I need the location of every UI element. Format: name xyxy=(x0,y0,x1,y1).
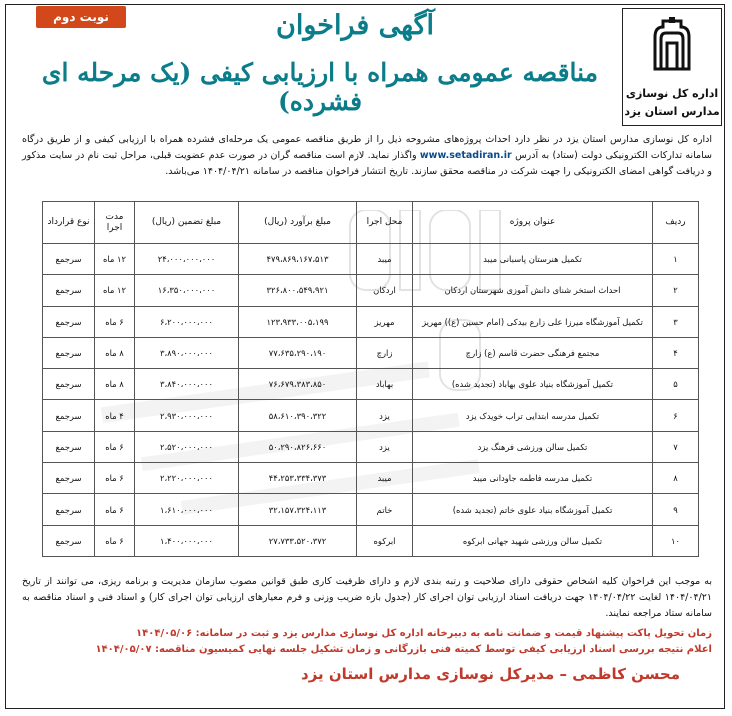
cell-project: تکمیل آموزشگاه بنیاد علوی خاتم (تجدید شده) xyxy=(413,494,653,525)
cell-contract: سرجمع xyxy=(43,369,95,400)
cell-location: مهریز xyxy=(357,306,413,337)
cell-contract: سرجمع xyxy=(43,244,95,275)
cell-estimate: ۵۸،۶۱۰،۳۹۰،۳۲۲ xyxy=(239,400,357,431)
cell-row: ۱ xyxy=(653,244,699,275)
cell-guarantee: ۱۶،۳۵۰،۰۰۰،۰۰۰ xyxy=(135,275,239,306)
col-header-contract: نوع قرارداد xyxy=(43,202,95,244)
intro-text-part2: واگذار نماید. لازم است مناقصه گران در صورت عدم عضویت قبلی، مراحل ثبت نام در سایت مذکور و دریافت گواهی امضای الکترونیکی را جهت شرکت در مناقصه محقق سازند. تاریخ انتشار فراخوان مناقصه در سامانه ۱۴۰۴/۰۴/۲۱ می‌باشد. xyxy=(22,150,712,177)
cell-location: اردکان xyxy=(357,275,413,306)
cell-project: تکمیل سالن ورزشی فرهنگ یزد xyxy=(413,431,653,462)
cell-row: ۴ xyxy=(653,337,699,368)
announcement-date-line: اعلام نتیجه بررسی اسناد ارزیابی کیفی توسط کمیته فنی بازرگانی و زمان تشکیل جلسه نهایی کمیسیون مناقصه: ۱۴۰۴/۰۵/۰۷ xyxy=(95,644,712,655)
cell-duration: ۸ ماه xyxy=(95,337,135,368)
cell-guarantee: ۲،۲۲۰،۰۰۰،۰۰۰ xyxy=(135,463,239,494)
col-header-estimate: مبلغ برآورد (ریال) xyxy=(239,202,357,244)
cell-contract: سرجمع xyxy=(43,306,95,337)
table-header-row xyxy=(43,202,699,244)
eligibility-paragraph: به موجب این فراخوان کلیه اشخاص حقوقی دارای صلاحیت و رتبه بندی لازم و دارای ظرفیت کاری طبق قوانین مصوب سازمان مدیریت و برنامه ریزی، می توانند از تاریخ ۱۴۰۴/۰۴/۲۱ لغایت ۱۴۰۴/۰۴/۲۲ جهت دریافت اسناد ارزیابی توان اجرای کار (جدول بازه ضریب وزنی و فرم معیارهای ارزیابی توان اجرای کار) و اسناد فنی و اسناد مناقصه به سامانه ستاد مراجعه نمایند. xyxy=(22,576,712,619)
cell-location: میبد xyxy=(357,463,413,494)
cell-project: تکمیل سالن ورزشی شهید جهانی ابرکوه xyxy=(413,525,653,556)
page-subtitle: مناقصه عمومی همراه با ارزیابی کیفی (یک مرحله ای فشرده) xyxy=(41,58,599,116)
cell-estimate: ۴۷۹،۸۶۹،۱۶۷،۵۱۳ xyxy=(239,244,357,275)
cell-location: یزد xyxy=(357,400,413,431)
cell-row: ۳ xyxy=(653,306,699,337)
cell-guarantee: ۳،۸۴۰،۰۰۰،۰۰۰ xyxy=(135,369,239,400)
cell-row: ۸ xyxy=(653,463,699,494)
table-row xyxy=(43,306,699,337)
cell-location: خاتم xyxy=(357,494,413,525)
signature: محسن کاظمی – مدیرکل نوسازی مدارس استان یزد xyxy=(301,665,680,683)
cell-row: ۲ xyxy=(653,275,699,306)
cell-contract: سرجمع xyxy=(43,431,95,462)
cell-location: میبد xyxy=(357,244,413,275)
cell-guarantee: ۲،۹۳۰،۰۰۰،۰۰۰ xyxy=(135,400,239,431)
cell-row: ۵ xyxy=(653,369,699,400)
cell-row: ۷ xyxy=(653,431,699,462)
col-header-guarantee: مبلغ تضمین (ریال) xyxy=(135,202,239,244)
col-header-duration: مدت اجرا xyxy=(95,202,135,244)
cell-project: تکمیل آموزشگاه بنیاد علوی بهاباد (تجدید شده) xyxy=(413,369,653,400)
cell-estimate: ۷۷،۶۳۵،۲۹۰،۱۹۰ xyxy=(239,337,357,368)
table-row xyxy=(43,400,699,431)
website-link[interactable]: www.setadiran.ir xyxy=(419,150,512,161)
cell-duration: ۶ ماه xyxy=(95,463,135,494)
submission-date-line: زمان تحویل پاکت پیشنهاد قیمت و ضمانت نامه به دبیرخانه اداره کل نوسازی مدارس یزد و ثبت در سامانه: ۱۴۰۴/۰۵/۰۶ xyxy=(136,628,712,639)
cell-project: تکمیل مدرسه فاطمه جاودانی میبد xyxy=(413,463,653,494)
cell-duration: ۶ ماه xyxy=(95,431,135,462)
cell-guarantee: ۱،۴۰۰،۰۰۰،۰۰۰ xyxy=(135,525,239,556)
edition-badge: نوبت دوم xyxy=(36,6,126,28)
cell-row: ۱۰ xyxy=(653,525,699,556)
dates-block xyxy=(22,626,712,658)
cell-contract: سرجمع xyxy=(43,337,95,368)
org-emblem-icon xyxy=(649,15,695,73)
cell-estimate: ۲۷،۷۳۳،۵۲۰،۳۷۲ xyxy=(239,525,357,556)
cell-duration: ۶ ماه xyxy=(95,306,135,337)
page-title: آگهی فراخوان xyxy=(276,10,434,41)
cell-location: زارچ xyxy=(357,337,413,368)
cell-contract: سرجمع xyxy=(43,275,95,306)
col-header-location: محل اجرا xyxy=(357,202,413,244)
projects-table xyxy=(42,201,699,557)
cell-guarantee: ۶،۲۰۰،۰۰۰،۰۰۰ xyxy=(135,306,239,337)
cell-contract: سرجمع xyxy=(43,494,95,525)
cell-estimate: ۵۰،۲۹۰،۸۲۶،۶۶۰ xyxy=(239,431,357,462)
cell-duration: ۱۲ ماه xyxy=(95,275,135,306)
cell-location: ابرکوه xyxy=(357,525,413,556)
cell-contract: سرجمع xyxy=(43,463,95,494)
cell-row: ۶ xyxy=(653,400,699,431)
cell-project: تکمیل مدرسه ابتدایی تراب خویدک یزد xyxy=(413,400,653,431)
cell-contract: سرجمع xyxy=(43,525,95,556)
cell-row: ۹ xyxy=(653,494,699,525)
cell-duration: ۴ ماه xyxy=(95,400,135,431)
table-row xyxy=(43,494,699,525)
cell-estimate: ۳۲،۱۵۷،۳۲۴،۱۱۳ xyxy=(239,494,357,525)
col-header-row: ردیف xyxy=(653,202,699,244)
cell-location: یزد xyxy=(357,431,413,462)
table-row xyxy=(43,431,699,462)
table-row xyxy=(43,369,699,400)
cell-estimate: ۴۴،۲۵۳،۳۳۴،۳۷۳ xyxy=(239,463,357,494)
table-row xyxy=(43,337,699,368)
intro-text-part1: اداره کل نوسازی مدارس استان یزد در نظر دارد احداث پروژه‌های مشروحه ذیل را از طریق مناقصه عمومی یک مرحله‌ای فشرده همراه با ارزیابی کیفی و از طریق درگاه سامانه تدارکات الکترونیکی دولت (ستاد) به آدرس xyxy=(22,134,712,161)
cell-guarantee: ۳،۸۹۰،۰۰۰،۰۰۰ xyxy=(135,337,239,368)
intro-paragraph xyxy=(22,132,712,180)
cell-guarantee: ۱،۶۱۰،۰۰۰،۰۰۰ xyxy=(135,494,239,525)
cell-project: تکمیل هنرستان پاسبانی میبد xyxy=(413,244,653,275)
table-row xyxy=(43,525,699,556)
cell-estimate: ۱۲۳،۹۳۳،۰۰۵،۱۹۹ xyxy=(239,306,357,337)
org-name-line2: مدارس استان یزد xyxy=(624,105,720,118)
cell-duration: ۶ ماه xyxy=(95,525,135,556)
cell-project: مجتمع فرهنگی حضرت قاسم (ع) زارچ xyxy=(413,337,653,368)
org-logo-box xyxy=(622,8,722,126)
table-row xyxy=(43,463,699,494)
cell-guarantee: ۲۴،۰۰۰،۰۰۰،۰۰۰ xyxy=(135,244,239,275)
org-name-line1: اداره کل نوسازی xyxy=(625,87,719,100)
cell-duration: ۸ ماه xyxy=(95,369,135,400)
cell-project: احداث استخر شنای دانش آموزی شهرستان اردکان xyxy=(413,275,653,306)
cell-project: تکمیل آموزشگاه میرزا علی زارع بیدکی (امام حسین (ع)) مهریز xyxy=(413,306,653,337)
cell-estimate: ۷۶،۶۷۹،۳۸۳،۸۵۰ xyxy=(239,369,357,400)
cell-contract: سرجمع xyxy=(43,400,95,431)
cell-location: بهاباد xyxy=(357,369,413,400)
cell-estimate: ۳۲۶،۸۰۰،۵۴۹،۹۲۱ xyxy=(239,275,357,306)
col-header-project: عنوان پروژه xyxy=(413,202,653,244)
table-row xyxy=(43,275,699,306)
cell-duration: ۶ ماه xyxy=(95,494,135,525)
cell-duration: ۱۲ ماه xyxy=(95,244,135,275)
table-row xyxy=(43,244,699,275)
cell-guarantee: ۲،۵۲۰،۰۰۰،۰۰۰ xyxy=(135,431,239,462)
